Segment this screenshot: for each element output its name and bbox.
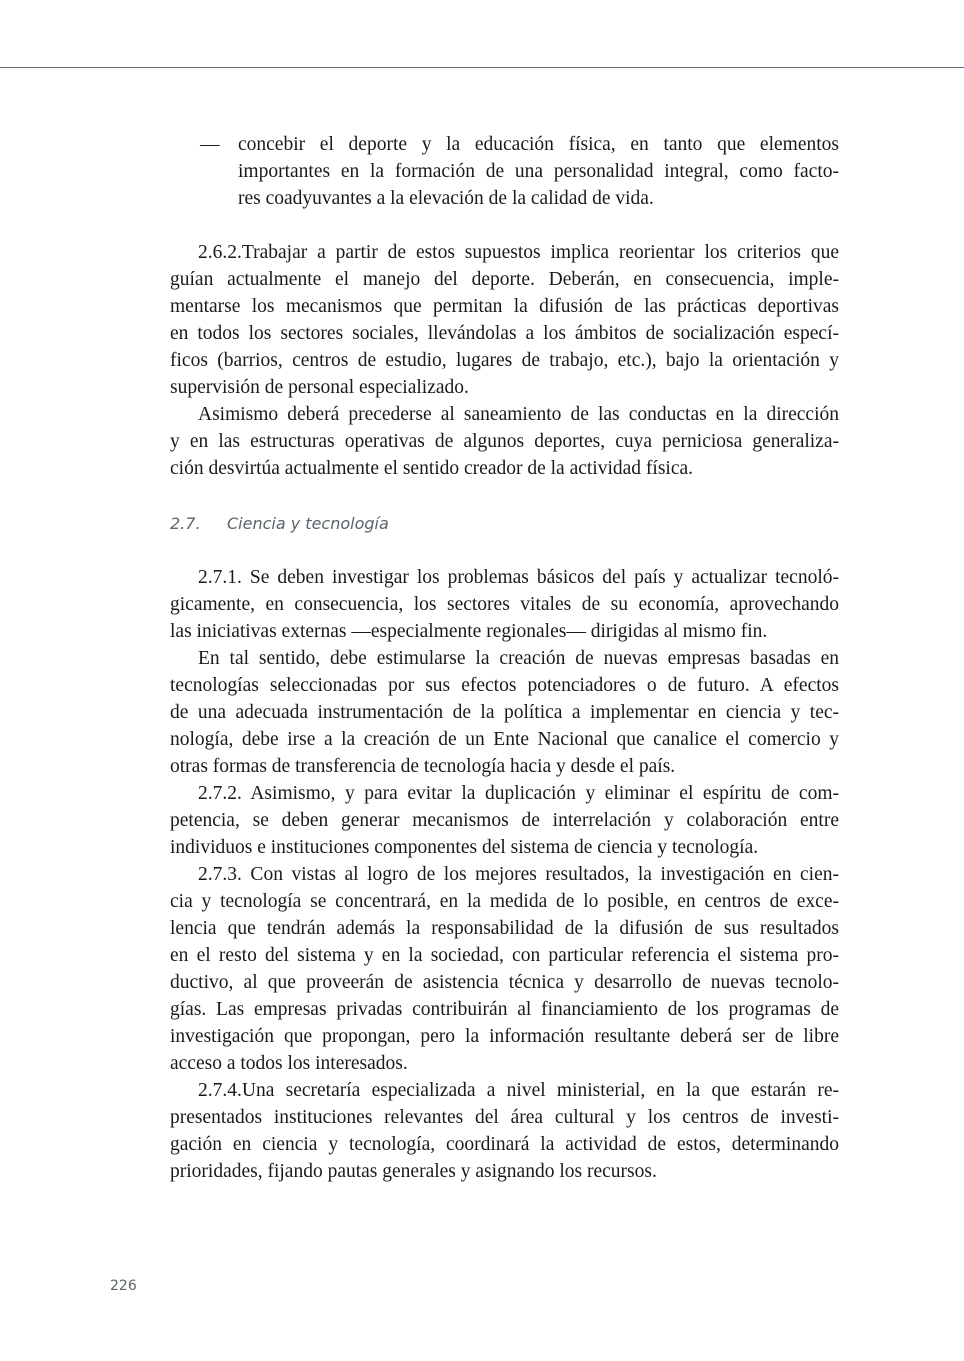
text-line: mentarse los mecanismos que permitan la difusión de las prácticas deportivas <box>170 296 839 317</box>
text-line: importantes en la formación de una personalidad integral, como facto- <box>238 161 839 182</box>
text-line: investigación que propongan, pero la información resultante deberá ser de libre <box>170 1026 839 1047</box>
text-line: tecnologías seleccionadas por sus efectos potenciadores o de futuro. A efectos <box>170 675 839 696</box>
text-line: las iniciativas externas —especialmente regionales— dirigidas al mismo fin. <box>170 621 768 642</box>
section-heading <box>170 510 389 537</box>
text-line: gación en ciencia y tecnología, coordinará la actividad de estos, determinando <box>170 1134 839 1155</box>
section-title: Ciencia y tecnología <box>227 514 389 533</box>
text-line: 2.7.4.Una secretaría especializada a nivel ministerial, en la que estarán re- <box>198 1080 839 1101</box>
text-line: concebir el deporte y la educación física, en tanto que elementos <box>238 134 839 155</box>
text-line: presentados instituciones relevantes del área cultural y los centros de investi- <box>170 1107 839 1128</box>
text-line: 2.6.2.Trabajar a partir de estos supuestos implica reorientar los criterios que <box>198 242 839 263</box>
text-line: en el resto del sistema y en la sociedad, con particular referencia el sistema pro- <box>170 945 839 966</box>
text-line: individuos e instituciones componentes del sistema de ciencia y tecnología. <box>170 837 759 858</box>
text-line: y en las estructuras operativas de algunos deportes, cuya perniciosa generaliza- <box>170 431 839 452</box>
text-line: Asimismo deberá precederse al saneamiento de las conductas en la dirección <box>198 404 839 425</box>
text-line: 2.7.2. Asimismo, y para evitar la duplicación y eliminar el espíritu de com- <box>198 783 839 804</box>
text-line: petencia, se deben generar mecanismos de interrelación y colaboración entre <box>170 810 839 831</box>
text-line: prioridades, fijando pautas generales y asignando los recursos. <box>170 1161 657 1182</box>
text-line: 2.7.3. Con vistas al logro de los mejores resultados, la investigación en cien- <box>198 864 839 885</box>
text-line: gías. Las empresas privadas contribuirán al financiamiento de los programas de <box>170 999 839 1020</box>
text-line: de una adecuada instrumentación de la política a implementar en ciencia y tec- <box>170 702 839 723</box>
text-line: cia y tecnología se concentrará, en la medida de lo posible, en centros de exce- <box>170 891 839 912</box>
text-line: ficos (barrios, centros de estudio, lugares de trabajo, etc.), bajo la orientación y <box>170 350 839 371</box>
text-line: nología, debe irse a la creación de un Ente Nacional que canalice el comercio y <box>170 729 839 750</box>
text-line: ción desvirtúa actualmente el sentido creador de la actividad física. <box>170 458 694 479</box>
text-line: acceso a todos los interesados. <box>170 1053 408 1074</box>
page-number: 226 <box>110 1278 137 1294</box>
text-line: guían actualmente el manejo del deporte. Deberán, en consecuencia, imple- <box>170 269 839 290</box>
text-line: ductivo, al que proveerán de asistencia técnica y desarrollo de nuevas tecnolo- <box>170 972 839 993</box>
header-rule <box>0 67 964 68</box>
text-line: lencia que tendrán además la responsabilidad de la difusión de sus resultados <box>170 918 839 939</box>
bullet-dash: — <box>200 134 220 155</box>
text-line: 2.7.1. Se deben investigar los problemas básicos del país y actualizar tecnoló- <box>198 567 839 588</box>
text-line: otras formas de transferencia de tecnología hacia y desde el país. <box>170 756 676 777</box>
text-line: gicamente, en consecuencia, los sectores vitales de su economía, aprovechando <box>170 594 839 615</box>
text-line: en todos los sectores sociales, llevándolas a los ámbitos de socialización especí- <box>170 323 839 344</box>
text-line: supervisión de personal especializado. <box>170 377 469 398</box>
section-number: 2.7. <box>170 514 201 533</box>
text-line: En tal sentido, debe estimularse la creación de nuevas empresas basadas en <box>198 648 839 669</box>
text-line: res coadyuvantes a la elevación de la calidad de vida. <box>238 188 654 209</box>
